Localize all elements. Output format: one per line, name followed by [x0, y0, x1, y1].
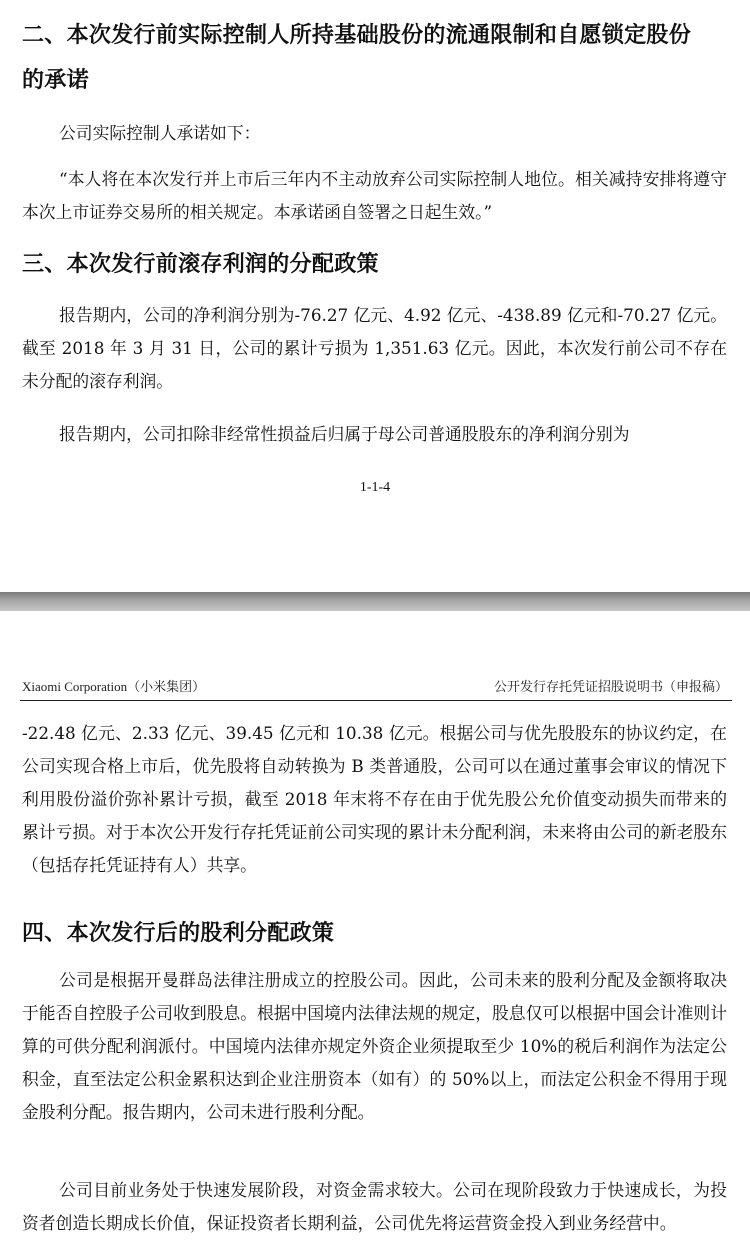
page-number: 1-1-4	[359, 480, 391, 495]
running-header-left: Xiaomi Corporation（小米集团）	[22, 679, 206, 694]
section-heading-4: 四、本次发行后的股利分配政策	[22, 921, 335, 946]
paragraph-continued: -22.48 亿元、2.33 亿元、39.45 亿元和 10.38 亿元。根据公司与优先股股东的协议约定，在公司实现合格上市后，优先股将自动转换为 B 类普通股，公司可以在通过董事会审议的情况下利用股份溢价弥补累计亏损，截至 2018 年末将不存在由于优先股公允价值变动损失而带来的累计亏损。对于本次公开发行存托凭证前公司实现的累计未分配利润，未来将由公司的新老股东（包括存托凭证持有人）共享。	[22, 723, 727, 875]
section-heading-2-line1: 二、本次发行前实际控制人所持基础股份的流通限制和自愿锁定股份	[22, 23, 692, 48]
paragraph-intro: 公司实际控制人承诺如下：	[59, 123, 261, 143]
paragraph-continue: 报告期内，公司扣除非经常性损益后归属于母公司普通股股东的净利润分别为	[59, 424, 630, 444]
page-separator	[0, 592, 750, 611]
running-header-right: 公开发行存托凭证招股说明书（申报稿）	[493, 679, 728, 694]
paragraph-dividend-1: 公司是根据开曼群岛法律注册成立的控股公司。因此，公司未来的股利分配及金额将取决于能否自控股子公司收到股息。根据中国境内法律法规的规定，股息仅可以根据中国会计准则计算的可供分配利润派付。中国境内法律亦规定外资企业须提取至少 10%的税后利润作为法定公积金，直至法定公积金累积达到企业注册资本（如有）的 50%以上，而法定公积金不得用于现金股利分配。报告期内，公司未进行股利分配。	[22, 970, 727, 1122]
paragraph-profit: 报告期内，公司的净利润分别为-76.27 亿元、4.92 亿元、-438.89 亿元和-70.27 亿元。截至 2018 年 3 月 31 日，公司的累计亏损为 1,351.63 亿元。因此，本次发行前公司不存在未分配的滚存利润。	[22, 305, 727, 391]
paragraph-quote: “本人将在本次发行并上市后三年内不主动放弃公司实际控制人地位。相关减持安排将遵守本次上市证券交易所的相关规定。本承诺函自签署之日起生效。”	[22, 169, 727, 222]
header-rule	[20, 700, 732, 701]
section-heading-2-line2: 的承诺	[22, 68, 89, 93]
document-page-1	[0, 0, 750, 592]
paragraph-dividend-2: 公司目前业务处于快速发展阶段，对资金需求较大。公司在现阶段致力于快速成长，为投资者创造长期成长价值，保证投资者长期利益，公司优先将运营资金投入到业务经营中。	[22, 1180, 727, 1233]
section-heading-3: 三、本次发行前滚存利润的分配政策	[22, 252, 379, 277]
document-page-2	[0, 611, 750, 1252]
